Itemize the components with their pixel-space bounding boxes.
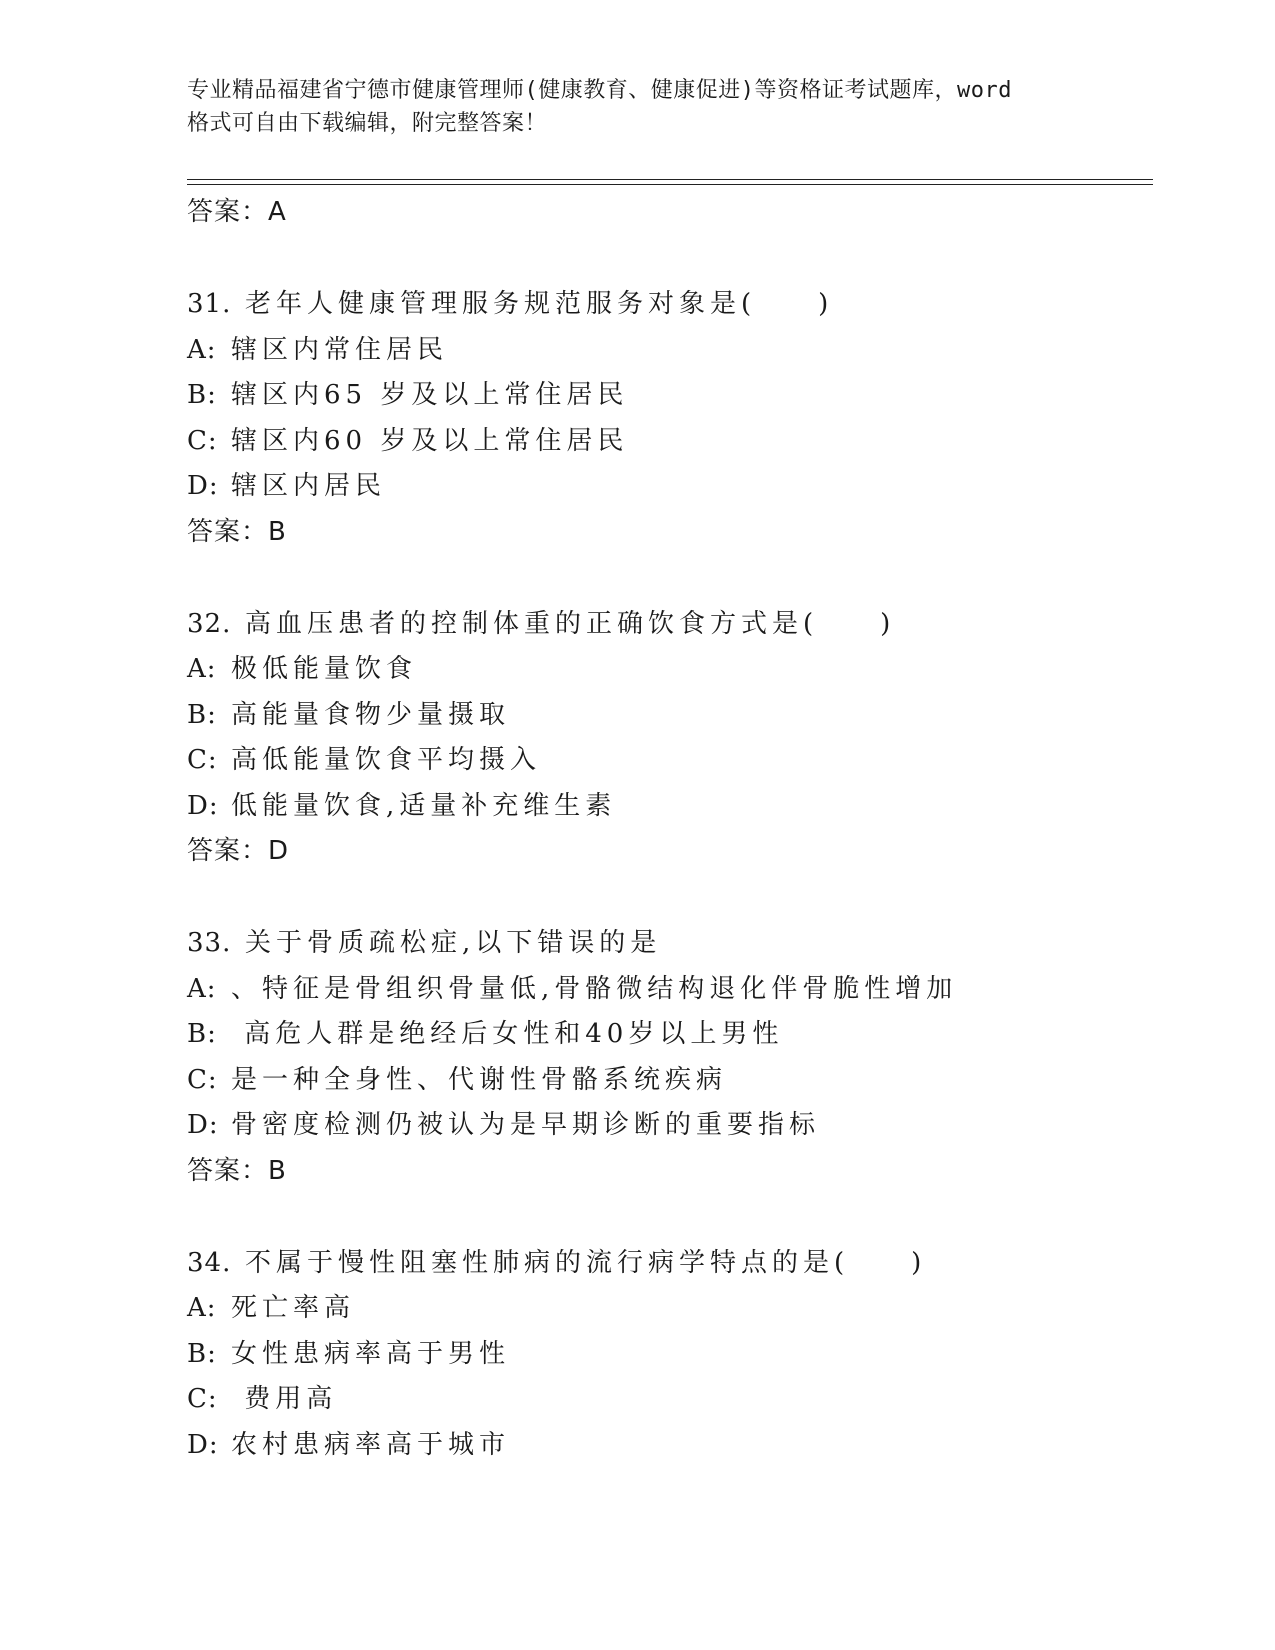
option-key: A:	[187, 973, 217, 1004]
option-key: A:	[187, 1293, 217, 1323]
option-b	[187, 373, 1153, 419]
question-number: 34.	[187, 1247, 232, 1278]
question-title	[187, 1241, 1153, 1287]
option-d	[187, 1423, 1153, 1469]
option-key: D:	[187, 1429, 219, 1460]
answer-line: 答案：D	[187, 836, 290, 866]
question-text: 高血压患者的控制体重的正确饮食方式是( )	[245, 608, 896, 639]
option-d	[187, 784, 1153, 830]
option-text: 辖区内65 岁及以上常住居民	[231, 380, 629, 410]
option-key: C:	[187, 745, 218, 775]
question-text: 关于骨质疏松症,以下错误的是	[245, 928, 662, 958]
option-key: C:	[187, 1064, 218, 1095]
option-a	[187, 1286, 1153, 1332]
option-text: 费用高	[231, 1384, 338, 1414]
option-b	[187, 1012, 1153, 1058]
question-number: 31.	[187, 289, 232, 319]
option-text: 低能量饮食,适量补充维生素	[231, 790, 617, 821]
option-key: C:	[187, 1384, 218, 1414]
question-title	[187, 921, 1153, 967]
option-b	[187, 1332, 1153, 1378]
question-title	[187, 602, 1153, 648]
question-34	[187, 1241, 1153, 1469]
answer-line: 答案：B	[187, 1155, 287, 1186]
question-title	[187, 282, 1153, 328]
answer-line: 答案：A	[187, 197, 287, 227]
question-32	[187, 602, 1153, 875]
option-d	[187, 1103, 1153, 1149]
question-33	[187, 921, 1153, 1194]
option-key: A:	[187, 654, 217, 684]
answer-line: 答案：B	[187, 516, 287, 547]
option-text: 高危人群是绝经后女性和40岁以上男性	[231, 1019, 784, 1049]
option-a	[187, 328, 1153, 374]
option-c	[187, 1377, 1153, 1423]
option-text: 农村患病率高于城市	[231, 1429, 511, 1460]
question-number: 33.	[187, 928, 232, 958]
option-c	[187, 1058, 1153, 1104]
option-text: 辖区内60 岁及以上常住居民	[231, 425, 629, 456]
header-line-1: 专业精品福建省宁德市健康管理师(健康教育、健康促进)等资格证考试题库，word	[187, 78, 1012, 103]
option-key: D:	[187, 471, 219, 501]
option-key: B:	[187, 380, 217, 410]
option-text: 高低能量饮食平均摄入	[231, 745, 542, 775]
option-d	[187, 464, 1153, 510]
header-divider-bottom	[187, 184, 1153, 185]
option-text: 辖区内居民	[231, 471, 387, 501]
option-a	[187, 967, 1153, 1013]
option-text: 骨密度检测仍被认为是早期诊断的重要指标	[231, 1110, 821, 1140]
question-list	[187, 190, 1153, 1468]
option-key: B:	[187, 1338, 217, 1369]
option-c	[187, 738, 1153, 784]
option-key: B:	[187, 699, 217, 730]
option-text: 女性患病率高于男性	[231, 1338, 511, 1369]
option-key: D:	[187, 790, 219, 821]
question-31	[187, 282, 1153, 555]
option-key: D:	[187, 1110, 219, 1140]
option-a	[187, 647, 1153, 693]
option-text: 、特征是骨组织骨量低,骨骼微结构退化伴骨脆性增加	[231, 973, 958, 1004]
option-c	[187, 419, 1153, 465]
question-text: 老年人健康管理服务规范服务对象是( )	[245, 289, 834, 319]
option-text: 是一种全身性、代谢性骨骼系统疾病	[231, 1064, 728, 1095]
option-b	[187, 693, 1153, 739]
document-header	[187, 74, 1087, 140]
option-text: 辖区内常住居民	[231, 334, 449, 365]
option-key: B:	[187, 1019, 217, 1049]
header-line-2: 格式可自由下载编辑，附完整答案！	[187, 111, 548, 136]
option-key: C:	[187, 425, 218, 456]
header-divider-top	[187, 179, 1153, 180]
option-text: 死亡率高	[231, 1293, 356, 1323]
question-text: 不属于慢性阻塞性肺病的流行病学特点的是( )	[245, 1247, 927, 1278]
option-text: 高能量食物少量摄取	[231, 699, 511, 730]
question-number: 32.	[187, 608, 232, 639]
option-text: 极低能量饮食	[231, 654, 418, 684]
option-key: A:	[187, 334, 217, 365]
